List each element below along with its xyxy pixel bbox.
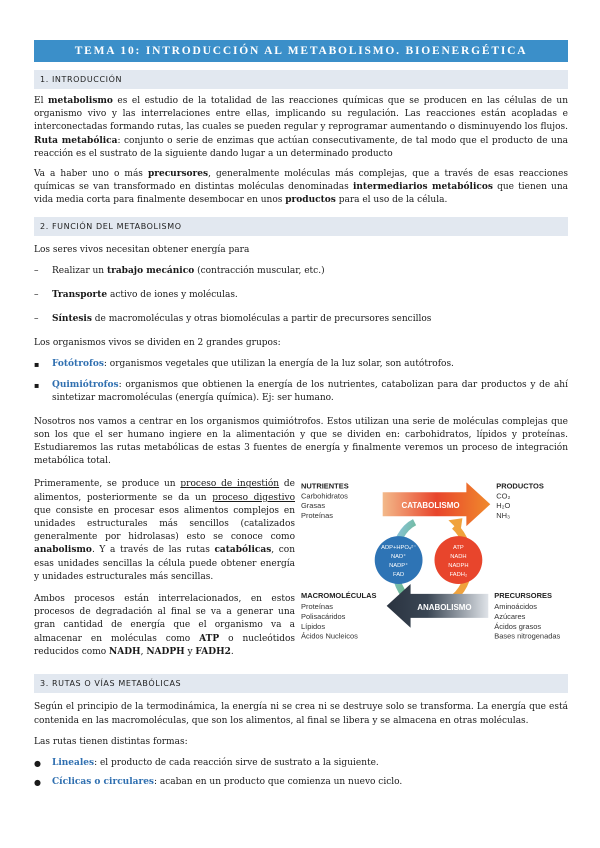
- producto-item: H₂O: [496, 501, 511, 511]
- circle-text: ADP+HPO₄²⁻: [381, 545, 417, 552]
- precursor-item: Azúcares: [494, 612, 526, 622]
- precursors-paragraph: Va a haber uno o más precursores, generalmente moléculas más complejas, que a través de esas reacciones químicas se van transformado en distintas moléculas denominadas intermediarios metabólicos que tienen una vida media corta para finalmente desembocar en unos productos para el uso de la célula.: [34, 169, 568, 206]
- quimiotrofos-paragraph: Nosotros nos vamos a centrar en los organismos quimiótrofos. Estos utilizan una serie de moléculas complejas que son los que el ser humano ingiere en la alimentación y que se dividen en: carbohidratos, lípidos y proteínas. Estudiaremos las rutas metabólicas de estas 3 fuentes de energía y finalmente veremos un proceso de integración metabólica total.: [34, 416, 568, 467]
- nutriente-item: Grasas: [301, 501, 326, 511]
- anabolism-label: ANABOLISMO: [417, 603, 472, 613]
- energy-list: [34, 265, 568, 326]
- producto-item: NH₃: [496, 511, 511, 521]
- circle-text: ATP: [453, 545, 464, 552]
- producto-item: CO₂: [496, 491, 511, 501]
- energy-storage-paragraph: Ambos procesos están interrelacionados, en estos procesos de degradación al final se va a generar una gran cantidad de energía que el organismo va a almacenar en moléculas como ATP o nucleótidos reducidos como NADH, NADPH y FADH2.: [34, 594, 296, 657]
- ingestion-paragraph: Primeramente, se produce un proceso de ingestión de alimentos, posteriormente se da un proceso digestivo que consiste en procesar esos alimentos complejos en unidades estructurales más sencillos (catalizados generalmente por hidrolasas) esto se conoce como anabolismo. Y a través de las rutas catabólicas, con esas unidades sencillas la célula puede obtener energía y unidades estructurales más sencillas.: [34, 479, 296, 582]
- termodinamica-paragraph: Según el principio de la termodinámica, la energía ni se crea ni se destruye solo se transforma. La energía que está contenida en las macromoléculas, que son los alimentos, al final se libera y se almacena en otras moléculas.: [34, 702, 568, 726]
- list-item: ● Cíclicas o circulares: acaban en un producto que comienza un nuevo ciclo.: [34, 777, 403, 788]
- section-heading-funcion: 2. FUNCIÓN DEL METABOLISMO: [34, 217, 568, 236]
- circle-text: NADP⁺: [389, 563, 409, 570]
- energy-intro: Los seres vivos necesitan obtener energía para: [34, 244, 250, 255]
- rutas-list: [34, 757, 568, 789]
- circle-text: NADPH: [448, 563, 469, 570]
- groups-list: [34, 358, 568, 406]
- circle-text: FAD: [393, 572, 405, 579]
- circle-text: NADH: [450, 554, 467, 561]
- list-item: ▪ Fotótrofos: organismos vegetales que utilizan la energía de la luz solar, son autótrofos.: [34, 359, 454, 370]
- precursor-item: Bases nitrogenadas: [494, 632, 561, 642]
- text-and-diagram: [34, 478, 568, 666]
- list-item: – Realizar un trabajo mecánico (contracción muscular, etc.): [34, 265, 325, 276]
- macro-item: Lípidos: [301, 622, 326, 632]
- section-heading-rutas: 3. RUTAS O VÍAS METABÓLICAS: [34, 674, 568, 693]
- macromoleculas-title: MACROMOLÉCULAS: [301, 591, 377, 601]
- productos-title: PRODUCTOS: [496, 481, 544, 491]
- macro-item: Proteínas: [301, 602, 333, 612]
- precursores-title: PRECURSORES: [494, 591, 552, 601]
- section-heading-introduccion: 1. INTRODUCCIÓN: [34, 70, 568, 89]
- precursor-item: Aminoácidos: [494, 602, 538, 612]
- list-item: – Transporte activo de iones y moléculas.: [34, 289, 238, 300]
- list-item: ▪ Quimiótrofos: organismos que obtienen la energía de los nutrientes, catabolizan para dar productos y de ahí sintetizar macromoléculas (energía química). Ej: ser humano.: [34, 380, 568, 404]
- metabolism-diagram: [299, 478, 568, 666]
- intro-paragraph: El metabolismo es el estudio de la totalidad de las reacciones químicas que se producen en las células de un organismo vivo y las interrelaciones entre ellas, implicando su regulación. Las reacciones están acopladas e interconectadas formando rutas, las cuales se pueden regular y reprogramar aumentando o disminuyendo los flujos. Ruta metabólica: conjunto o serie de enzimas que actúan consecutivamente, de tal modo que el producto de una reacción es el sustrato de la siguiente dando lugar a un determinado producto: [34, 96, 569, 159]
- list-item: ● Lineales: el producto de cada reacción sirve de sustrato a la siguiente.: [34, 758, 379, 769]
- circle-text: FADH₂: [449, 572, 468, 579]
- page-title: TEMA 10: INTRODUCCIÓN AL METABOLISMO. BIOENERGÉTICA: [34, 40, 568, 62]
- precursor-item: Ácidos grasos: [494, 622, 542, 632]
- groups-intro: Los organismos vivos se dividen en 2 grandes grupos:: [34, 337, 281, 348]
- left-column: [34, 478, 295, 666]
- nutrientes-title: NUTRIENTES: [301, 481, 349, 491]
- rutas-intro: Las rutas tienen distintas formas:: [34, 736, 188, 747]
- macro-item: Ácidos Nucleicos: [301, 632, 358, 642]
- catabolism-label: CATABOLISMO: [401, 501, 460, 511]
- list-item: – Síntesis de macromoléculas y otras biomoléculas a partir de precursores sencillos: [34, 313, 432, 324]
- page: [34, 40, 568, 789]
- macro-item: Polisacáridos: [301, 612, 346, 622]
- nutriente-item: Carbohidratos: [301, 491, 348, 501]
- circle-text: NAD⁺: [391, 554, 407, 561]
- nutriente-item: Proteínas: [301, 511, 333, 521]
